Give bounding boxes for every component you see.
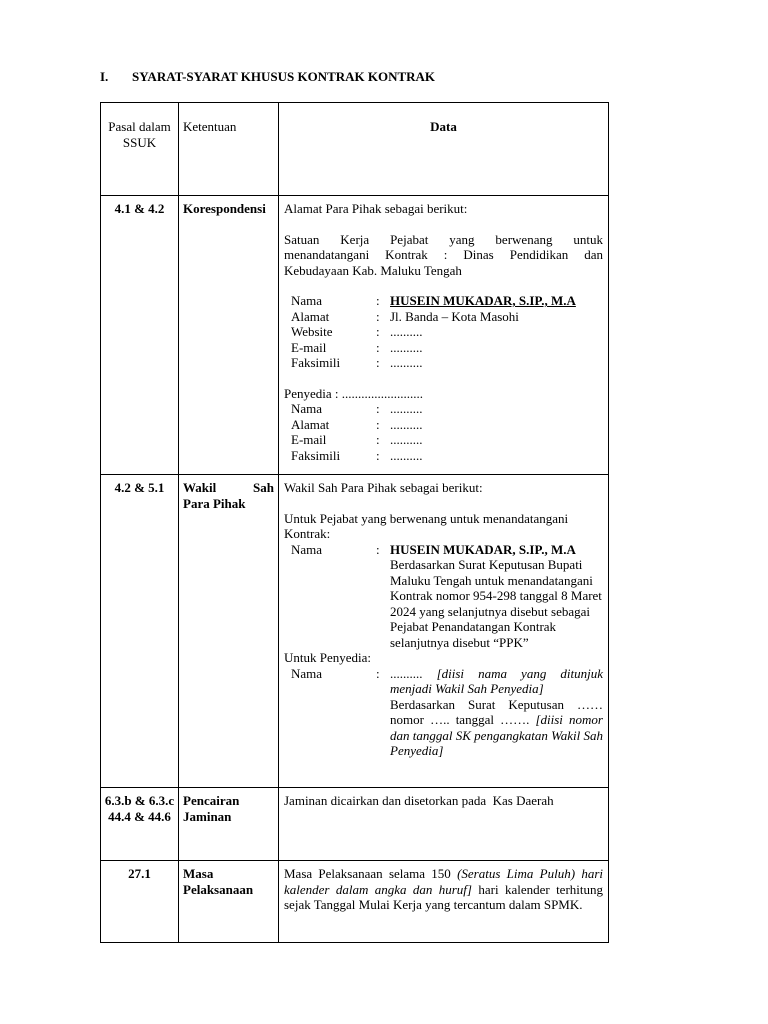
ketentuan-cell: Wakil Sah Para Pihak	[179, 475, 279, 788]
field-row: Faksimili : ..........	[291, 447, 423, 463]
table-row-korespondensi	[101, 196, 609, 475]
wakil-penyedia-row: Nama : .......... [diisi nama yang ditunjuk menjadi Wakil Sah Penyedia] Berdasarkan Surat Keputusan …… nomor ….. tanggal ……. [diisi nomor dan tanggal SK pengangkatan Wakil Sah Penyedia]	[291, 665, 604, 758]
table-row-wakil-sah	[101, 475, 609, 788]
pejabat-text: Untuk Pejabat yang berwenang untuk menandatangani Kontrak:	[284, 510, 569, 541]
field-row: Website : ..........	[291, 324, 423, 339]
data-cell	[279, 196, 609, 475]
field-row: Nama : ..........	[291, 401, 423, 416]
header-pasal: Pasal dalam SSUK	[101, 103, 179, 196]
contract-terms-table	[100, 102, 609, 943]
field-row: Nama : HUSEIN MUKADAR, S.IP., M.A	[284, 293, 603, 309]
table-row-pencairan-jaminan	[101, 788, 609, 861]
intro-text: Alamat Para Pihak sebagai berikut:	[284, 201, 468, 216]
penyedia-fields	[284, 401, 603, 463]
wakil-pejabat-name: HUSEIN MUKADAR, S.IP., M.A	[390, 541, 576, 557]
table-header-row	[101, 103, 609, 196]
data-cell	[279, 475, 609, 788]
ketentuan-cell: Korespondensi	[179, 196, 279, 475]
pejabat-fields	[284, 293, 603, 371]
data-cell: Masa Pelaksanaan selama 150 (Seratus Lima Puluh) hari kalender dalam angka dan huruf] hari kalender terhitung sejak Tanggal Mulai Kerja yang tercantum dalam SPMK.	[279, 861, 609, 943]
penyedia-label: Untuk Penyedia:	[284, 650, 372, 665]
penyedia-label: Penyedia : .........................	[284, 385, 424, 401]
field-row: Alamat : ..........	[291, 416, 423, 432]
intro-text: Wakil Sah Para Pihak sebagai berikut:	[284, 480, 483, 495]
table-row-masa-pelaksanaan	[101, 861, 609, 943]
section-heading	[100, 69, 435, 85]
section-number: I.	[100, 69, 109, 84]
header-data: Data	[279, 103, 609, 196]
data-cell: Jaminan dicairkan dan disetorkan pada Kas Daerah	[279, 788, 609, 861]
field-row: E-mail : ..........	[291, 339, 423, 355]
ketentuan-cell: Pencairan Jaminan	[179, 788, 279, 861]
sk-keterangan: Berdasarkan Surat Keputusan Bupati Maluku Tengah untuk menandatangani Kontrak nomor 954-298 tanggal 8 Maret 2024 yang selanjutnya disebut sebagai Pejabat Penandatangan Kontrak selanjutnya disebut “PPK”	[390, 557, 602, 650]
header-ketentuan: Ketentuan	[179, 103, 279, 196]
pasal-cell: 4.1 & 4.2	[101, 196, 179, 475]
satker-text: Satuan Kerja Pejabat yang berwenang untuk menandatangani Kontrak : Dinas Pendidikan dan Kebudayaan Kab. Maluku Tengah	[284, 231, 603, 278]
field-row: Alamat : Jl. Banda – Kota Masohi	[291, 308, 519, 324]
nama-value: HUSEIN MUKADAR, S.IP., M.A	[390, 293, 576, 308]
pasal-cell: 4.2 & 5.1	[101, 475, 179, 788]
field-row: E-mail : ..........	[291, 432, 423, 447]
field-row: Faksimili : ..........	[291, 355, 423, 370]
ketentuan-cell: Masa Pelaksanaan	[179, 861, 279, 943]
pasal-cell: 6.3.b & 6.3.c 44.4 & 44.6	[101, 788, 179, 861]
section-title: SYARAT-SYARAT KHUSUS KONTRAK KONTRAK	[132, 69, 436, 84]
wakil-pejabat-row: Nama : HUSEIN MUKADAR, S.IP., M.A Berdasarkan Surat Keputusan Bupati Maluku Tengah untuk menandatangani Kontrak nomor 954-298 tanggal 8 Maret 2024 yang selanjutnya disebut sebagai Pejabat Penandatangan Kontrak selanjutnya disebut “PPK”	[291, 541, 602, 650]
pasal-cell: 27.1	[101, 861, 179, 943]
